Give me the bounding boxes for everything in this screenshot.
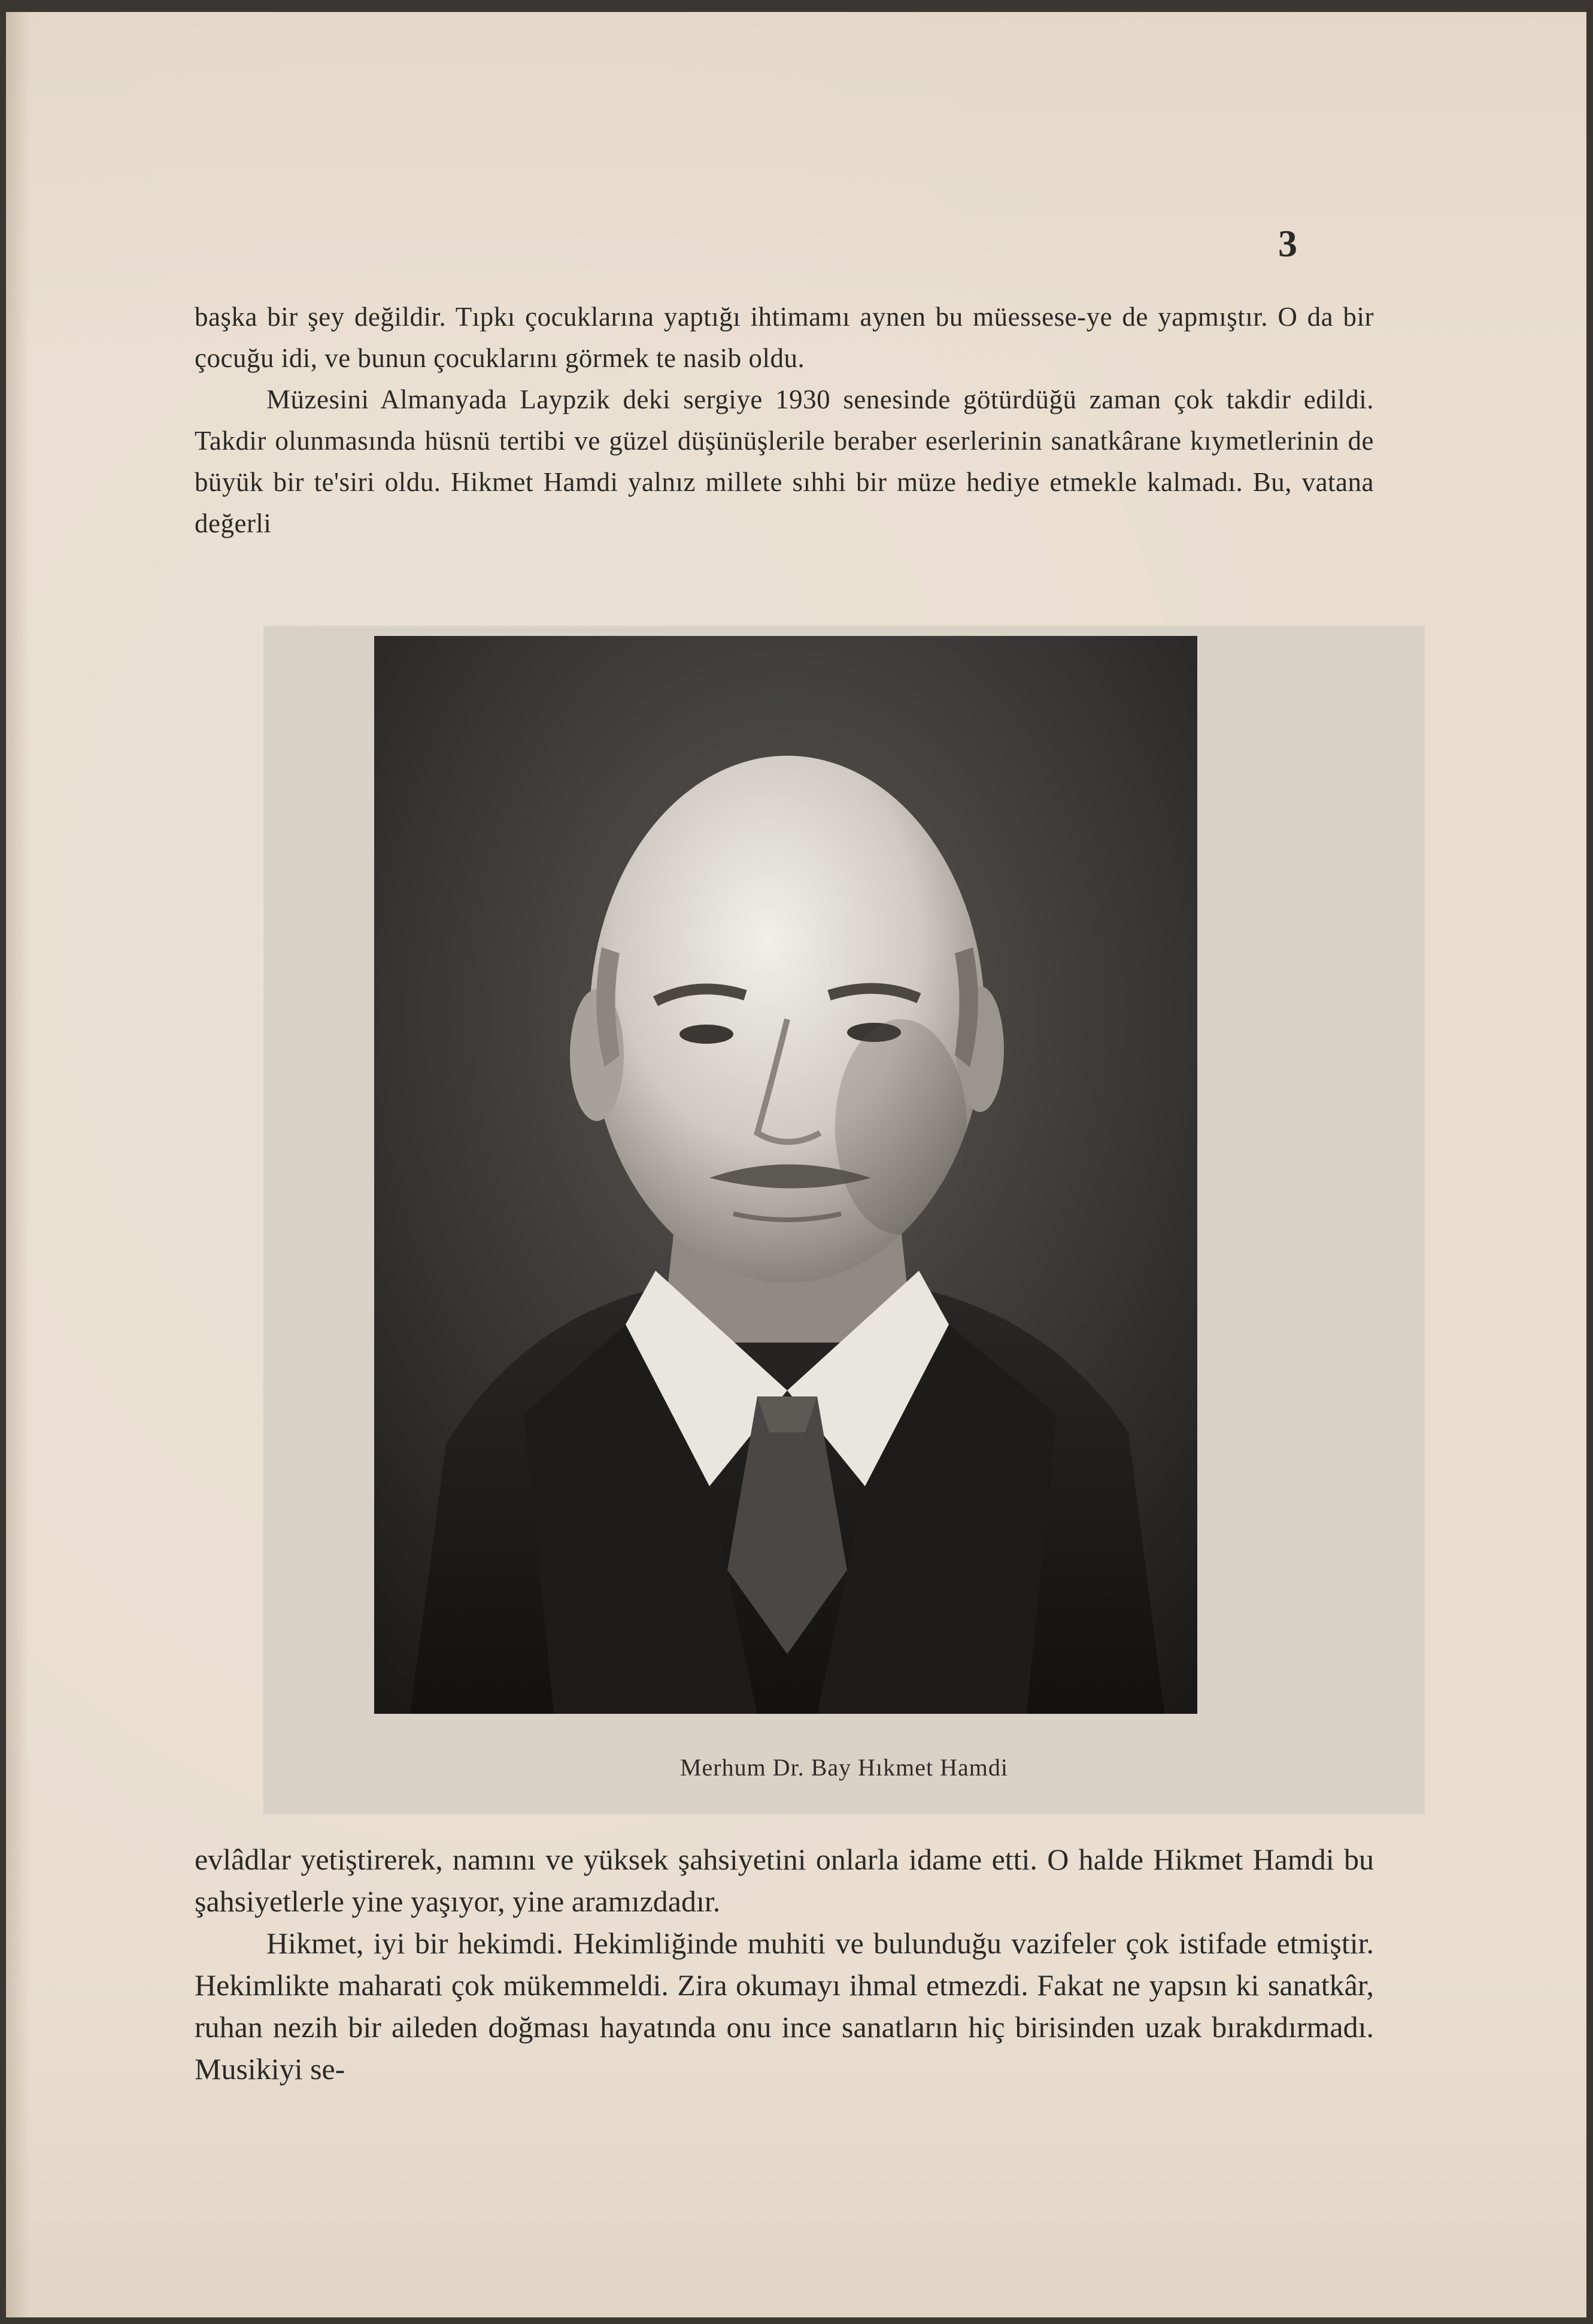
portrait-photo (374, 636, 1197, 1714)
paragraph-1: başka bir şey değildir. Tıpkı çocuklarına yaptığı ihtimamı aynen bu müessese-ye de yapmıştır. O da bir çocuğu idi, ve bunun çocuklarını görmek te nasib oldu. (195, 302, 1374, 373)
paragraph-2: Müzesini Almanyada Laypzik deki sergiye 1930 senesinde götürdüğü zaman çok takdir edildi. Takdir olunmasında hüsnü tertibi ve güzel düşünüşlerile beraber eserlerinin sanatkârane kıymetlerinin de büyük bir te'siri oldu. Hikmet Hamdi yalnız millete sıhhi bir müze hediye etmekle kalmadı. Bu, vatana değerli (195, 384, 1374, 538)
top-text-block (195, 296, 1374, 544)
page-binding-edge (6, 12, 30, 2317)
photo-caption: Merhum Dr. Bay Hıkmet Hamdi (679, 1754, 1009, 1781)
paragraph-4: Hikmet, iyi bir hekimdi. Hekimliğinde muhiti ve bulunduğu vazifeler çok istifade etmiştir. Hekimlikte maharati çok mükemmeldi. Zira okumayı ihmal etmezdi. Fakat ne yapsın ki sanatkâr, ruhan nezih bir aileden doğması hayatında onu ince sanatların hiç birisinden uzak bırakdırmadı. Musikiyi se- (195, 1926, 1374, 2086)
bottom-text-block (195, 1838, 1374, 2090)
paragraph-3: evlâdlar yetiştirerek, namını ve yüksek şahsiyetini onlarla idame etti. O halde Hikmet Hamdi bu şahsiyetlerle yine yaşıyor, yine aramızdadır. (195, 1843, 1374, 1918)
portrait-image (374, 636, 1197, 1714)
page-number: 3 (1278, 222, 1297, 265)
